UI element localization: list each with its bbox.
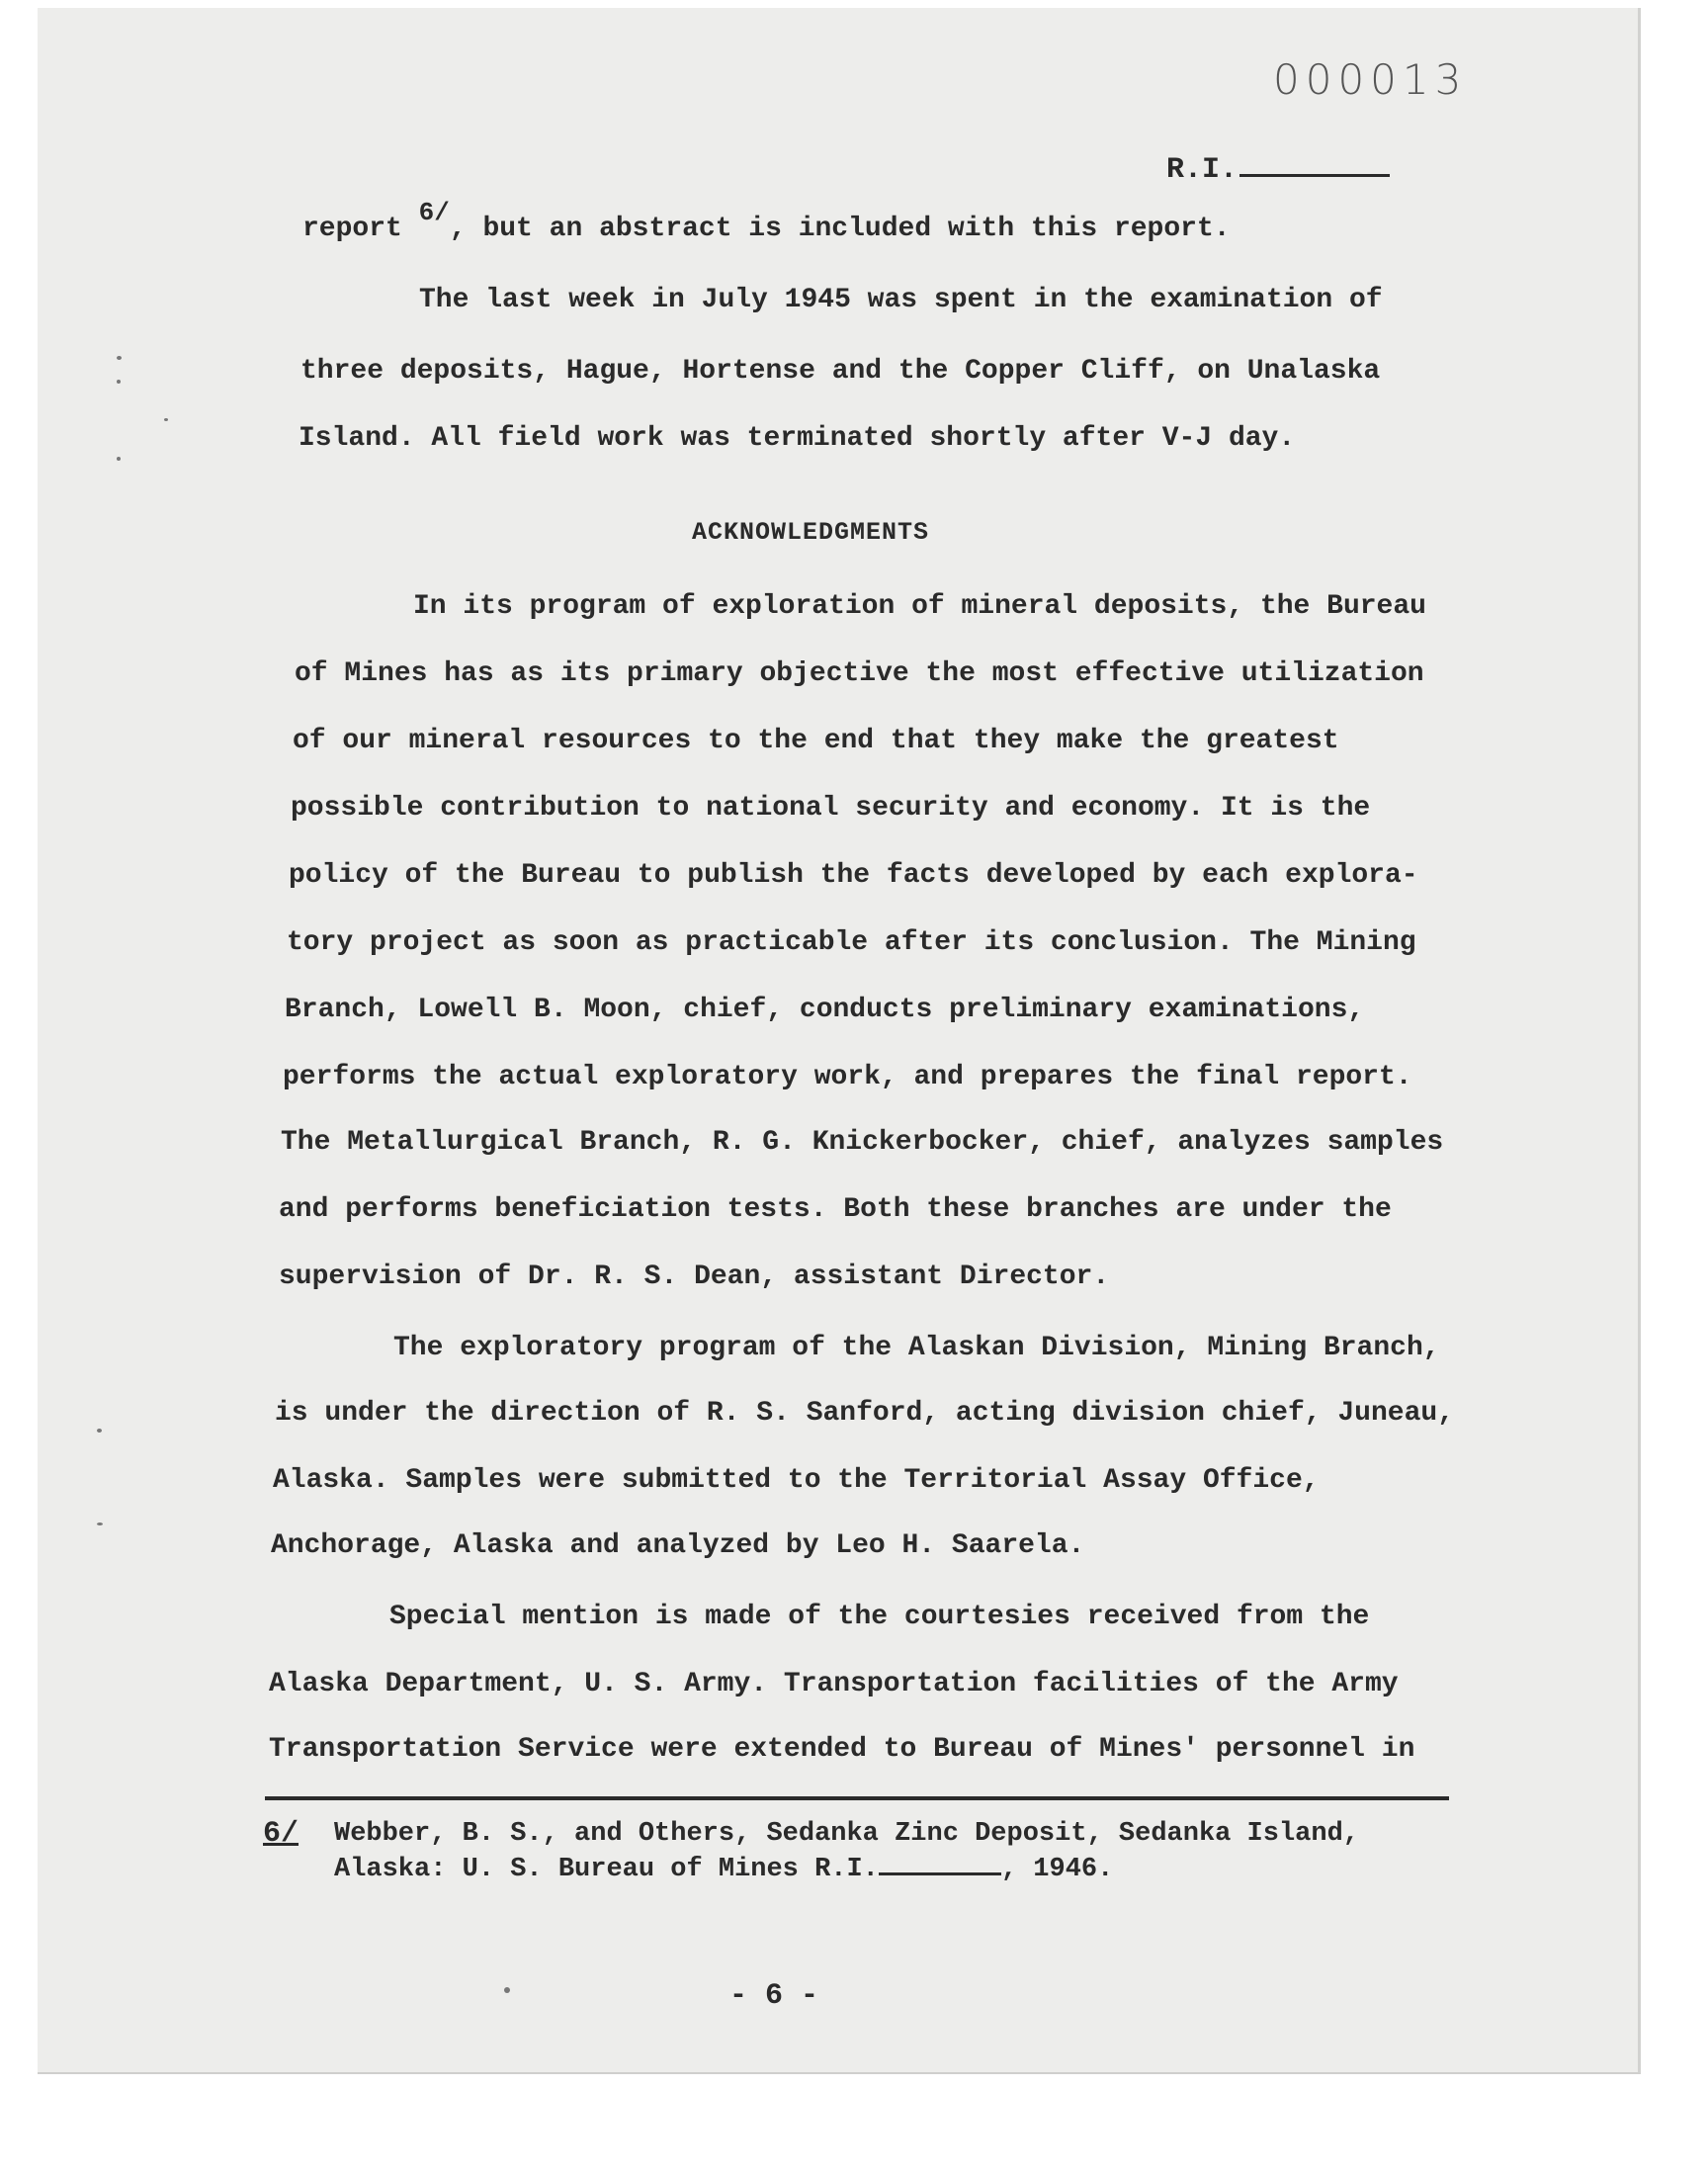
ack-p1-line: policy of the Bureau to publish the facts developed by each explora- xyxy=(289,860,1418,891)
ack-p2-line: The exploratory program of the Alaskan Division, Mining Branch, xyxy=(393,1333,1440,1363)
ack-p3-line: Transportation Service were extended to Bureau of Mines' personnel in xyxy=(269,1734,1415,1765)
ack-p3-line: Special mention is made of the courtesies received from the xyxy=(389,1602,1370,1632)
footnote-line-1: Webber, B. S., and Others, Sedanka Zinc Deposit, Sedanka Island, xyxy=(334,1819,1359,1849)
footnote-blank-line xyxy=(879,1853,1001,1875)
ack-p1-line: supervision of Dr. R. S. Dean, assistant Director. xyxy=(279,1262,1110,1292)
footnote-mark: 6/ xyxy=(263,1817,299,1851)
ack-p3-line: Alaska Department, U. S. Army. Transportation facilities of the Army xyxy=(269,1669,1399,1699)
intro-p2-line-3: Island. All field work was terminated shortly after V-J day. xyxy=(299,423,1296,454)
ack-p2-line: Alaska. Samples were submitted to the Territorial Assay Office, xyxy=(273,1465,1320,1496)
document-number: 000013 xyxy=(1273,55,1468,104)
ack-p1-line: The Metallurgical Branch, R. G. Knickerbocker, chief, analyzes samples xyxy=(281,1127,1444,1158)
ri-label: R.I. xyxy=(1166,153,1238,187)
footnote-reference: 6/ xyxy=(418,198,450,227)
ack-p1-line: of our mineral resources to the end that they make the greatest xyxy=(293,726,1339,756)
ack-p1-line: Branch, Lowell B. Moon, chief, conducts preliminary examinations, xyxy=(285,995,1365,1025)
scan-speck xyxy=(164,418,168,421)
scan-speck xyxy=(117,457,121,461)
scan-speck xyxy=(97,1429,102,1433)
intro-line-1-post: , but an abstract is included with this report. xyxy=(449,214,1231,244)
scan-speck xyxy=(97,1522,103,1525)
intro-p2-line-1: The last week in July 1945 was spent in the examination of xyxy=(419,285,1383,315)
scan-speck xyxy=(504,1987,510,1993)
ack-p2-line: Anchorage, Alaska and analyzed by Leo H. Saarela. xyxy=(271,1530,1085,1561)
scan-speck xyxy=(117,380,121,384)
intro-p2-line-2: three deposits, Hague, Hortense and the Copper Cliff, on Unalaska xyxy=(300,356,1381,387)
ack-p2-line: is under the direction of R. S. Sanford, acting division chief, Juneau, xyxy=(275,1398,1454,1429)
intro-line-1-pre: report xyxy=(302,214,419,244)
section-heading: ACKNOWLEDGMENTS xyxy=(692,518,930,547)
ack-p1-line: In its program of exploration of mineral deposits, the Bureau xyxy=(413,591,1426,622)
ri-header xyxy=(1166,148,1390,187)
ack-p1-line: performs the actual exploratory work, and prepares the final report. xyxy=(283,1062,1412,1092)
ack-p1-line: of Mines has as its primary objective the most effective utilization xyxy=(295,658,1424,689)
ack-p1-line: tory project as soon as practicable after its conclusion. The Mining xyxy=(287,927,1416,958)
scan-speck xyxy=(117,356,122,360)
ack-p1-line: possible contribution to national security and economy. It is the xyxy=(291,793,1371,824)
footnote-line-2-pre: Alaska: U. S. Bureau of Mines R.I. xyxy=(334,1855,879,1884)
footnote-line-2 xyxy=(334,1853,1113,1884)
ri-blank-line xyxy=(1239,148,1390,177)
footnote-line-2-post: , 1946. xyxy=(1000,1855,1114,1884)
ack-p1-line: and performs beneficiation tests. Both these branches are under the xyxy=(279,1194,1392,1225)
page-number: - 6 - xyxy=(729,1979,819,2013)
intro-line-1 xyxy=(302,198,1231,244)
footnote-divider xyxy=(265,1796,1449,1800)
